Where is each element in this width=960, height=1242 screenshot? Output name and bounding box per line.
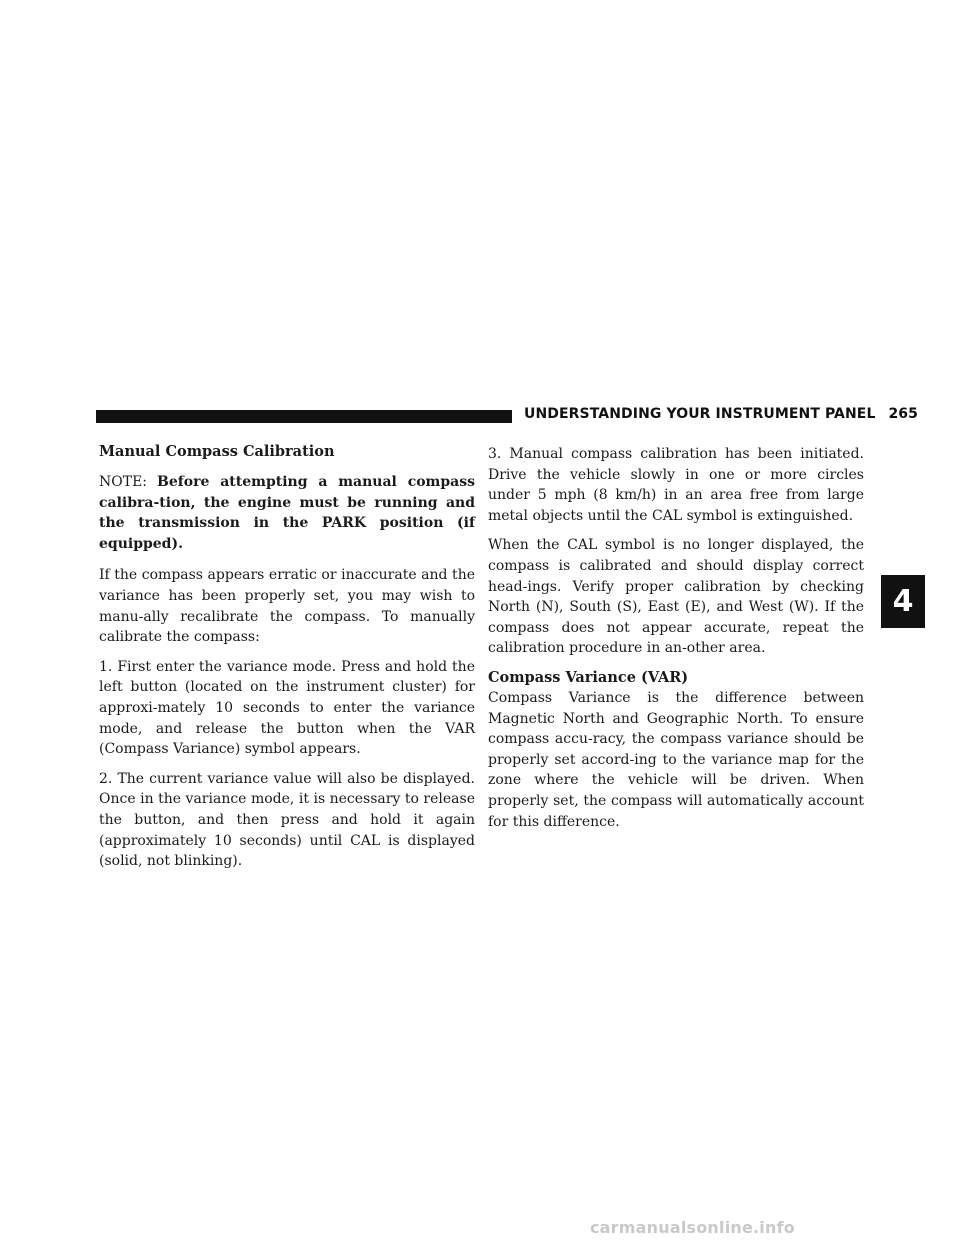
note-paragraph bbox=[99, 472, 475, 554]
heading-compass-variance: Compass Variance (VAR) bbox=[488, 668, 689, 686]
heading-manual-calibration: Manual Compass Calibration bbox=[99, 443, 335, 460]
header-rule bbox=[96, 410, 512, 423]
page-number: 265 bbox=[888, 406, 918, 422]
footer-watermark: carmanualsonline.info bbox=[590, 1218, 795, 1237]
chapter-tab: 4 bbox=[881, 575, 925, 628]
left-column bbox=[99, 442, 475, 881]
note-label: NOTE: bbox=[99, 474, 148, 490]
running-header bbox=[524, 406, 918, 422]
note-text: Before attempting a manual compass calibra-tion, the engine must be running and the transmission in the PARK position (if equipped). bbox=[99, 474, 475, 552]
step-3-paragraph: 3. Manual compass calibration has been initiated. Drive the vehicle slowly in one or more circles under 5 mph (8 km/h) in an area free from large metal objects until the CAL symbol is extinguished. bbox=[488, 446, 864, 524]
right-column bbox=[488, 444, 864, 841]
variance-paragraph: Compass Variance is the difference between Magnetic North and Geographic North. To ensure compass accu-racy, the compass variance should be properly set accord-ing to the variance map for the zone where the vehicle will be driven. When properly set, the compass will automatically account for this difference. bbox=[488, 689, 864, 830]
step-2-paragraph: 2. The current variance value will also be displayed. Once in the variance mode, it is necessary to release the button, and then press and hold it again (approximately 10 seconds) until CAL is displayed (solid, not blinking). bbox=[99, 770, 475, 870]
intro-paragraph: If the compass appears erratic or inaccurate and the variance has been properly set, you may wish to manu-ally recalibrate the compass. To manually calibrate the compass: bbox=[99, 567, 475, 646]
step-1-paragraph: 1. First enter the variance mode. Press and hold the left button (located on the instrument cluster) for approxi-mately 10 seconds to enter the variance mode, and release the button when the VAR (Compass Variance) symbol appears. bbox=[99, 658, 475, 758]
calibrated-paragraph: When the CAL symbol is no longer displayed, the compass is calibrated and should display correct head-ings. Verify proper calibration by checking North (N), South (S), East (E), and West (W). If the compass does not appear accurate, repeat the calibration procedure in an-other area. bbox=[488, 537, 864, 657]
section-title: UNDERSTANDING YOUR INSTRUMENT PANEL bbox=[524, 406, 876, 422]
